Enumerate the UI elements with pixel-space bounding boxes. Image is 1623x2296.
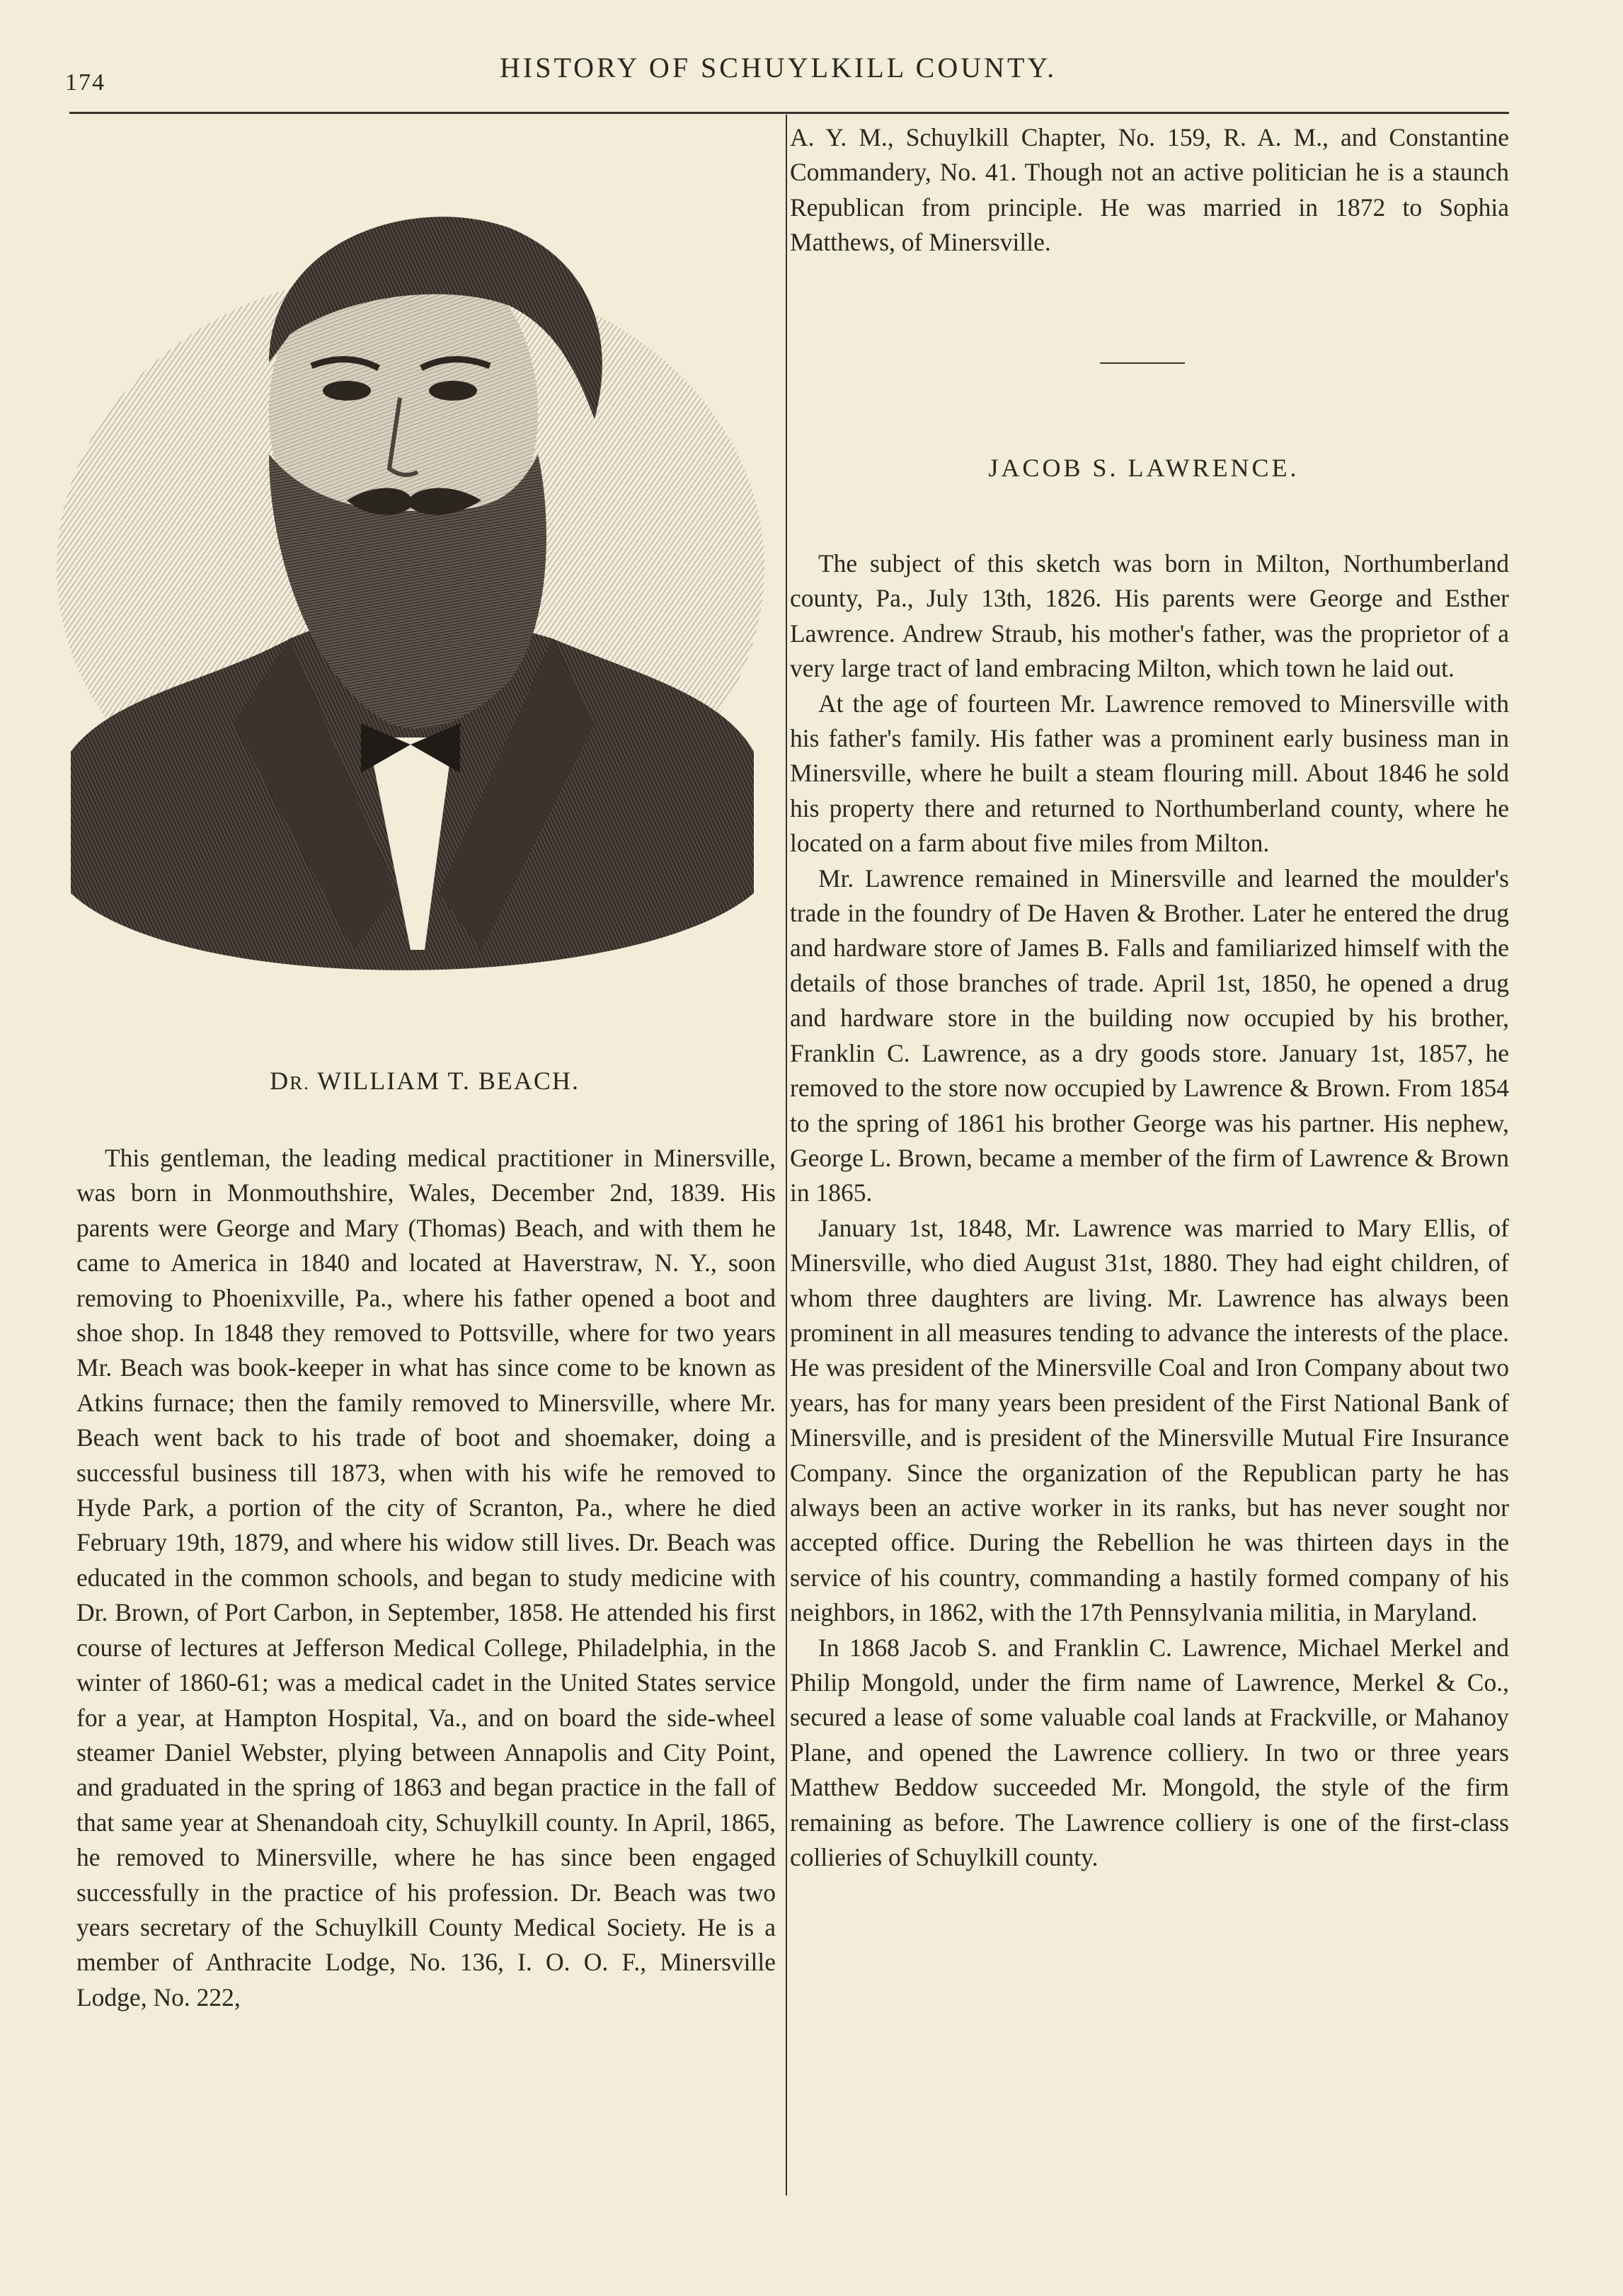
- paragraph: The subject of this sketch was born in Milton, Northumberland county, Pa., July 13th, 1826. His parents were George and Esther Lawrence. Andrew Straub, his mother's father, was the proprietor of a very large tract of land embracing Milton, which town he laid out.: [790, 549, 1509, 683]
- caption-initial-rest: R.: [289, 1072, 310, 1094]
- caption-initial: D: [270, 1067, 290, 1095]
- section-separator-rule: [1100, 362, 1185, 364]
- paragraph: In 1868 Jacob S. and Franklin C. Lawrence, Michael Merkel and Philip Mongold, under the firm name of Lawrence, Merkel & Co., secured a lease of some valuable coal lands at Frackville, or Mahanoy Plane, and opened the Lawrence colliery. In two or three years Matthew Beddow succeeded Mr. Mongold, the style of the firm remaining as before. The Lawrence colliery is one of the first-class collieries of Schuylkill county.: [790, 1633, 1509, 1872]
- paragraph: This gentleman, the leading medical practitioner in Minersville, was born in Monmouthshire, Wales, December 2nd, 1839. His parents were George and Mary (Thomas) Beach, and with them he came to America in 1840 and located at Haverstraw, N. Y., soon removing to Phoenixville, Pa., where his father opened a boot and shoe shop. In 1848 they removed to Pottsville, where for two years Mr. Beach was book-keeper in what has since come to be known as Atkins furnace; then the family removed to Minersville, where Mr. Beach went back to his trade of boot and shoemaker, doing a successful business till 1873, when with his wife he removed to Hyde Park, a portion of the city of Scranton, Pa., where he died February 19th, 1879, and where his widow still lives. Dr. Beach was educated in the common schools, and began to study medicine with Dr. Brown, of Port Carbon, in September, 1858. He attended his first course of lectures at Jefferson Medical College, Philadelphia, in the winter of 1860-61; was a medical cadet in the United States service for a year, at Hampton Hospital, Va., and on board the side-wheel steamer Daniel Webster, plying between Annapolis and City Point, and graduated in the spring of 1863 and began practice in the fall of that same year at Shenandoah city, Schuylkill county. In April, 1865, he removed to Minersville, where he has since been engaged successfully in the practice of his profession. Dr. Beach was two years secretary of the Schuylkill County Medical Society. He is a member of Anthracite Lodge, No. 136, I. O. O. F., Minersville Lodge, No. 222,: [76, 1144, 776, 2011]
- right-column-continuation: [790, 120, 1509, 260]
- running-head: HISTORY OF SCHUYLKILL COUNTY.: [500, 52, 1057, 84]
- column-divider: [786, 115, 787, 2195]
- paragraph: A. Y. M., Schuylkill Chapter, No. 159, R. A. M., and Constantine Commandery, No. 41. Though not an active politician he is a staunch Republican from principle. He was married in 1872 to Sophia Matthews, of Minersville.: [790, 123, 1509, 257]
- paragraph: At the age of fourteen Mr. Lawrence removed to Minersville with his father's family. His father was a prominent early business man in Minersville, where he built a steam flouring mill. About 1846 he sold his property there and returned to Northumberland county, where he located on a farm about five miles from Milton.: [790, 689, 1509, 858]
- page-number: 174: [65, 69, 105, 96]
- portrait-illustration: [57, 185, 766, 1021]
- right-column-body: [790, 546, 1509, 1875]
- paragraph: Mr. Lawrence remained in Minersville and learned the moulder's trade in the foundry of De Haven & Brother. Later he entered the drug and hardware store of James B. Falls and familiarized himself with the details of those branches of trade. April 1st, 1850, he opened a drug and hardware store in the building now occupied by his brother, Franklin C. Lawrence, as a dry goods store. January 1st, 1857, he removed to the store now occupied by Lawrence & Brown. From 1854 to the spring of 1861 his brother George was his partner. His nephew, George L. Brown, became a member of the firm of Lawrence & Brown in 1865.: [790, 863, 1509, 1207]
- section-title: JACOB S. LAWRENCE.: [988, 454, 1300, 482]
- left-column-body: [76, 1141, 776, 2015]
- paragraph: January 1st, 1848, Mr. Lawrence was married to Mary Ellis, of Minersville, who died August 31st, 1880. They had eight children, of whom three daughters are living. Mr. Lawrence has always been prominent in all measures tending to advance the interests of the place. He was president of the Minersville Coal and Iron Company about two years, has for many years been president of the First National Bank of Minersville, and is president of the Minersville Mutual Fire Insurance Company. Since the organization of the Republican party he has always been an active worker in its ranks, but has never sought nor accepted office. During the Rebellion he was thirteen days in the service of his country, commanding a hastily formed company of his neighbors, in 1862, with the 17th Pennsylvania militia, in Maryland.: [790, 1213, 1509, 1627]
- header-rule: [69, 112, 1509, 114]
- portrait-caption: [212, 1066, 637, 1096]
- portrait-engraving: [57, 185, 766, 1021]
- caption-name: WILLIAM T. BEACH.: [309, 1067, 580, 1095]
